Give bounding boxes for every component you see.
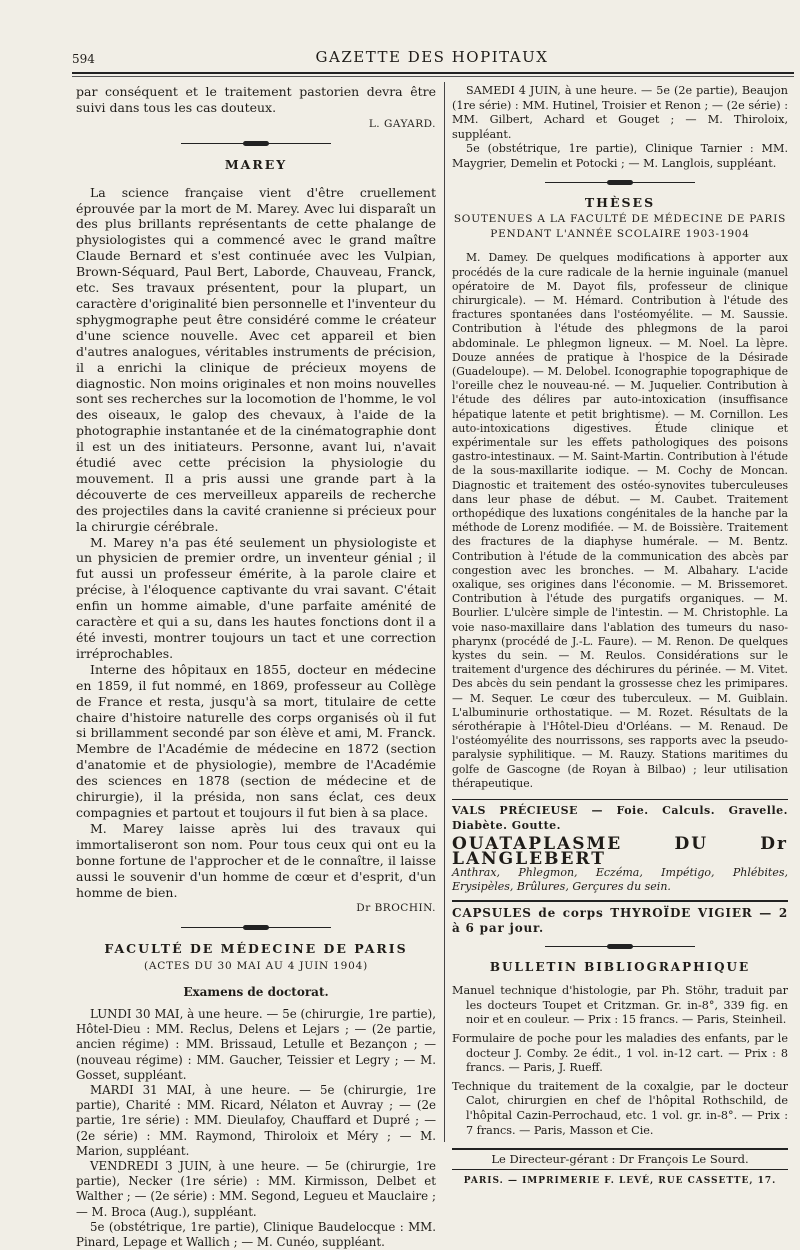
ad-ouataplasme-text: Anthrax, Phlegmon, Eczéma, Impétigo, Phlébites, Erysipèles, Brûlures, Gerçures du sein. [452,866,788,894]
theses-list: M. Damey. De quelques modifications à apporter aux procédés de la cure radicale de la hernie inguinale (manuel opératoire de M. Dayot fils, professeur de clinique chirurgicale). — M. Hémard. Contribution à l'étude des fractures spontanées dans l'ostéomyélite. — M. Saussie. Contribution à l'étude des phlegmons de la paroi abdominale. Le phlegmon ligneux. — M. Noel. La lèpre. Douze années de pratique à l'hospice de la Désirade (Guadeloupe). — M. Delobel. Iconographie topographique de l'oreille chez le nouveau-né. — M. Juquelier. Contribution à l'étude des délires par auto-intoxication (insuffisance hépatique latente et petit brightisme). — M. Cornillon. Les auto-intoxications digestives. Étude clinique et expérimentale sur les effets pathologiques des poisons gastro-intestinaux. — M. Saint-Martin. Contribution à l'étude de la sous-maxillarite iodique. — M. Cochy de Moncan. Diagnostic et traitement des ostéo-synovites tuberculeuses dans leur phase de début. — M. Caubet. Traitement orthopédique des luxations congénitales de la hanche par la méthode de Lorenz modifiée. — M. de Boissière. Traitement des fractures de la diaphyse humérale. — M. Bentz. Contribution à l'étude de la communication des abcès par congestion avec les bronches. — M. Albahary. L'acide oxalique, ses origines dans l'économie. — M. Brissemoret. Contribution à l'étude des purgatifs organiques. — M. Bourlier. L'ulcère simple de l'intestin. — M. Christophle. La voie naso-maxillaire dans l'ablation des tumeurs du naso-pharynx (procédé de J.-L. Faure). — M. Renon. De quelques kystes du sein. — M. Reulos. Considérations sur le traitement d'urgence des déchirures du périnée. — M. Vitet. Des abcès du sein pendant la grossesse chez les primipares. — M. Sequer. Le cœur des tuberculeux. — M. Guiblain. L'albuminurie orthostatique. — M. Rozet. Résultats de la sérothérapie à l'Hôtel-Dieu d'Orléans. — M. Renaud. De l'ostéomyélite des nourrissons, ses rapports avec la pseudo-paralysie syphilitique. — M. Rauzy. Stations maritimes du golfe de Gascogne (de Royan à Bilbao) ; leur utilisation thérapeutique. [452,251,788,790]
page-number: 594 [72,52,95,66]
separator-ornament [545,944,695,950]
left-column [76,84,436,1250]
column-divider [444,82,445,1142]
bib-entry: Manuel technique d'histologie, par Ph. Stöhr, traduit par les docteurs Toupet et Critzman. Gr. in-8°, 339 fig. en noir et en couleur. — Prix : 15 francs. — Paris, Steinheil. [452,984,788,1027]
marey-paragraph-4: M. Marey laisse après lui des travaux qui immortaliseront son nom. Pour tous ceux qui ont eu la bonne fortune de l'approcher et de le connaître, il laisse aussi le souvenir d'un homme de cœur et d'esprit, d'un homme de bien. [76,820,436,900]
journal-title: GAZETTE DES HOPITAUX [315,48,549,66]
ad-capsules: CAPSULES de corps THYROÏDE VIGIER — 2 à 6 par jour. [452,900,788,935]
intro-paragraph: par conséquent et le traitement pastorien devra être suivi dans tous les cas douteux. [76,84,436,115]
gerant-line: Le Directeur-gérant : Dr François Le Sourd. [452,1148,788,1170]
ad-vals: VALS PRÉCIEUSE — Foie. Calculs. Gravelle. Diabète. Goutte. [452,799,788,833]
separator-ornament [181,141,331,147]
faculte-subtitle: (ACTES DU 30 MAI AU 4 JUIN 1904) [144,960,368,973]
marey-signature: Dr BROCHIN. [356,902,436,915]
examens-title: Examens de doctorat. [183,985,329,1000]
imprimerie-line: PARIS. — IMPRIMERIE F. LEVÉ, RUE CASSETTE, 17. [463,1175,777,1186]
bib-entry: Technique du traitement de la coxalgie, par le docteur Calot, chirurgien en chef de l'hôpital Rothschild, de l'hôpital Cazin-Perrochaud, etc. 1 vol. gr. in-8°. — Prix : 7 francs. — Paris, Masson et Cie. [452,1079,788,1137]
theses-title: THÈSES [584,194,656,210]
separator-ornament [545,180,695,186]
marey-paragraph-3: Interne des hôpitaux en 1855, docteur en médecine en 1859, il fut nommé, en 1869, professeur au Collège de France et resta, jusqu'à sa mort, titulaire de cette chaire d'histoire naturelle des corps organisés où il fut si brillamment secondé par son élève et ami, M. Franck. Membre de l'Académie de médecine en 1872 (section d'anatomie et de physiologie), membre de l'Académie des sciences en 1878 (section de médecine et de chirurgie), il la présida, non sans éclat, ces deux compagnies et partout et toujours il fut bien à sa place. [76,661,436,820]
marey-title: MAREY [224,156,288,172]
header-rule [72,72,794,74]
exam-lundi: LUNDI 30 MAI, à une heure. — 5e (chirurgie, 1re partie), Hôtel-Dieu : MM. Reclus, Delens et Lejars ; — (2e partie, ancien régime) : MM. Brissaud, Letulle et Bezançon ; — (nouveau régime) : MM. Gaucher, Teissier et Legry ; — M. Gosset, suppléant. [76,1007,436,1082]
marey-paragraph-1: La science française vient d'être cruellement éprouvée par la mort de M. Marey. Avec lui disparaît un des plus brillants représentants de cette phalange de physiologistes qui a commencé avec le grand maître Claude Bernard et s'est continuée avec les Vulpian, Brown-Séquard, Paul Bert, Laborde, Chauveau, Franck, etc. Ses travaux présentent, pour la plupart, un caractère d'originalité bien personnelle et l'inventeur du sphygmographe peut être considéré comme le créateur d'une science nouvelle. Avec cet appareil et bien d'autres analogues, véritables instruments de précision, il a enrichi la clinique de précieux moyens de diagnostic. Non moins originales et non moins nouvelles sont ses recherches sur la locomotion de l'homme, le vol des oiseaux, le galop des chevaux, à l'aide de la photographie instantanée et de la cinématographie dont il est un des initiateurs. Personne, avant lui, n'avait étudié avec cette précision la physiologie du mouvement. Il a pris aussi une grande part à la découverte de ces merveilleux appareils de recherche des projectiles dans la cavité cranienne si précieux pour la chirurgie cérébrale. [76,184,436,534]
faculte-title: FACULTÉ DE MÉDECINE DE PARIS [104,941,408,957]
bib-entry: Formulaire de poche pour les maladies des enfants, par le docteur J. Comby. 2e édit., 1 vol. in-12 cart. — Prix : 8 francs. — Paris, J. Rueff. [452,1032,788,1075]
marey-paragraph-2: M. Marey n'a pas été seulement un physiologiste et un physicien de premier ordre, un inventeur génial ; il fut aussi un professeur émérite, à la parole claire et précise, à l'éloquence captivante du vrai savant. C'était enfin un homme aimable, d'une parfaite aménité de caractère et qui a su, dans les hautes fonctions dont il a été investi, montrer toujours un tact et une correction irréprochables. [76,534,436,661]
separator-ornament [181,925,331,931]
bulletin-title: BULLETIN BIBLIOGRAPHIQUE [489,959,751,974]
exam-mardi: MARDI 31 MAI, à une heure. — 5e (chirurgie, 1re partie), Charité : MM. Ricard, Nélaton et Auvray ; — (2e partie, 1re série) : MM. Dieulafoy, Chauffard et Dupré ; — (2e série) : MM. Raymond, Thiroloix et Méry ; — M. Marion, suppléant. [76,1083,436,1158]
intro-signature: L. GAYARD. [368,117,436,130]
right-column [452,84,788,1188]
exam-vendredi-obstetrique: 5e (obstétrique, 1re partie), Clinique Baudelocque : MM. Pinard, Lepage et Wallich ; — M. Cunéo, suppléant. [76,1219,436,1250]
header-rule-thin [72,76,794,77]
exam-samedi: SAMEDI 4 JUIN, à une heure. — 5e (2e partie), Beaujon (1re série) : MM. Hutinel, Troisier et Renon ; — (2e série) : MM. Gilbert, Achard et Gouget ; — M. Thiroloix, suppléant. [452,84,788,141]
page-header [70,42,794,68]
exam-vendredi: VENDREDI 3 JUIN, à une heure. — 5e (chirurgie, 1re partie), Necker (1re série) : MM. Kirmisson, Delbet et Walther ; — (2e série) : MM. Segond, Legueu et Mauclaire ; — M. Broca (Aug.), suppléant. [76,1159,436,1219]
theses-subtitle: SOUTENUES A LA FACULTÉ DE MÉDECINE DE PARIS PENDANT L'ANNÉE SCOLAIRE 1903-1904 [453,213,787,240]
ad-ouataplasme-title: OUATAPLASME DU Dr LANGLEBERT [452,834,788,869]
exam-samedi-obstetrique: 5e (obstétrique, 1re partie), Clinique Tarnier : MM. Maygrier, Demelin et Potocki ; — M. Langlois, suppléant. [452,142,788,170]
